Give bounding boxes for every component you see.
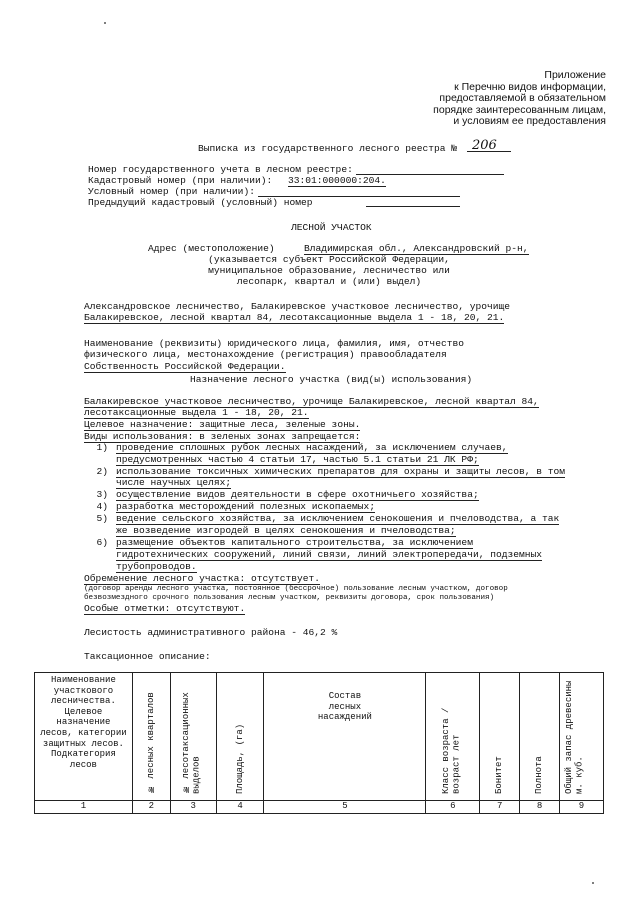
use-number: 3) xyxy=(96,489,108,500)
col-header-density xyxy=(520,673,560,801)
extract-number-underline xyxy=(467,151,511,152)
reg-field-label: Предыдущий кадастровый (условный) номер xyxy=(88,197,313,208)
purpose-location-line: лесотаксационные выдела 1 - 18, 20, 21. xyxy=(84,407,309,418)
col-number: 7 xyxy=(480,801,520,814)
table-number-row xyxy=(35,801,604,814)
document-title: Выписка из государственного лесного реестра № xyxy=(198,143,458,154)
use-line: предусмотренных частью 4 статьи 17, частью 5.1 статьи 21 ЛК РФ; xyxy=(116,454,479,465)
use-number: 2) xyxy=(96,466,108,477)
reg-field-label: Кадастровый номер (при наличии): xyxy=(88,175,273,186)
col-number: 5 xyxy=(264,801,426,814)
appendix-block xyxy=(433,70,606,128)
col-header-age xyxy=(426,673,480,801)
use-number: 1) xyxy=(96,442,108,453)
col-header-stock-text: Общий запас древесины м. куб. xyxy=(564,680,586,794)
encumbrance-note: безвозмездного срочного пользования лесным участком, реквизиты договора, срок пользования) xyxy=(84,594,495,602)
use-line: разработка месторождений полезных ископаемых; xyxy=(116,501,376,512)
extract-number: 206 xyxy=(472,138,497,153)
col-number: 9 xyxy=(559,801,603,814)
address-label: Адрес (местоположение) xyxy=(148,243,275,254)
use-line: числе научных целях; xyxy=(116,477,232,488)
appendix-line: Приложение xyxy=(544,69,606,81)
appendix-line: и условиям ее предоставления xyxy=(453,115,606,127)
address-hint-line: (указывается субъект Российской Федерации, xyxy=(208,254,450,265)
table-header-row xyxy=(35,673,604,801)
location-line-1 xyxy=(84,301,604,312)
taxation-title: Таксационное описание: xyxy=(84,651,211,662)
appendix-line: порядке заинтересованным лицам, xyxy=(433,103,606,116)
reg-field-label: Номер государственного учета в лесном реестре: xyxy=(88,164,353,175)
use-line: использование токсичных химических препаратов для охраны и защиты лесов, в том xyxy=(116,466,566,477)
taxation-table xyxy=(34,672,604,814)
use-line: осуществление видов деятельности в сфере охотничьего хозяйства; xyxy=(116,489,479,500)
special-notes: Особые отметки: отсутствуют. xyxy=(84,603,246,614)
location-text: Александровское лесничество, Балакиревское участковое лесничество, урочище xyxy=(84,301,511,312)
designation: Целевое назначение: защитные леса, зеленые зоны. xyxy=(84,419,361,430)
use-line: размещение объектов капитального строительства, за исключением xyxy=(116,537,473,548)
cadastral-number: 33:01:000000:204. xyxy=(288,175,386,186)
col-header-composition: Состав лесных насаждений xyxy=(264,673,426,801)
appendix-line: к Перечню видов информации, xyxy=(454,80,606,93)
reg-field-label: Условный номер (при наличии): xyxy=(88,186,255,197)
holder-label-line: Наименование (реквизиты) юридического лица, фамилия, имя, отчество xyxy=(84,338,464,349)
use-line: проведение сплошных рубок лесных насаждений, за исключением случаев, xyxy=(116,442,508,453)
address-hint-line: лесопарк, квартал и (или) выдел) xyxy=(236,276,422,287)
col-header-age-text: Класс возраста /возраст лет xyxy=(440,707,462,794)
col-header-kvartal xyxy=(132,673,170,801)
col-header-forestry: Наименование участкового лесничества. Целевое назначение лесов, категории защитных лесов. Подкатегория лесов xyxy=(35,673,133,801)
location-line-2: Балакиревское, лесной квартал 84, лесотаксационные выдела 1 - 18, 20, 21. xyxy=(84,312,505,323)
encumbrance: Обременение лесного участка: отсутствует. xyxy=(84,573,321,584)
holder-value: Собственность Российской Федерации. xyxy=(84,361,286,372)
use-number: 6) xyxy=(96,537,108,548)
col-header-vydel xyxy=(170,673,216,801)
purpose-title: Назначение лесного участка (вид(ы) использования) xyxy=(190,374,473,385)
use-line: трубопроводов. xyxy=(116,561,197,572)
reg-field-line xyxy=(366,206,460,207)
col-number: 8 xyxy=(520,801,560,814)
col-header-vydel-text: № лесотаксационных выделов xyxy=(181,692,202,794)
use-number: 4) xyxy=(96,501,108,512)
forest-cover: Лесистость административного района - 46,2 % xyxy=(84,627,338,638)
col-header-kvartal-text: № лесных кварталов xyxy=(146,692,156,794)
holder-label-line: физического лица, местонахождение (регистрация) правообладателя xyxy=(84,349,447,360)
col-number: 4 xyxy=(216,801,264,814)
use-number: 5) xyxy=(96,513,108,524)
use-line: ведение сельского хозяйства, за исключением сенокошения и пчеловодства, а так xyxy=(116,513,560,524)
col-header-bonitet xyxy=(480,673,520,801)
uses-header: Виды использования: в зеленых зонах запрещается: xyxy=(84,431,361,442)
purpose-location-line: Балакиревское участковое лесничество, урочище Балакиревское, лесной квартал 84, xyxy=(84,396,539,407)
scan-speck xyxy=(592,882,594,884)
use-line: гидротехнических сооружений, линий связи, линий электропередачи, подземных xyxy=(116,549,543,560)
col-header-area-text: Площадь, (га) xyxy=(234,723,245,794)
col-number: 2 xyxy=(132,801,170,814)
address-value: Владимирская обл., Александровский р-н, xyxy=(304,243,529,254)
col-header-stock xyxy=(559,673,603,801)
col-header-area xyxy=(216,673,264,801)
section-title: ЛЕСНОЙ УЧАСТОК xyxy=(291,222,372,233)
scan-speck xyxy=(104,22,106,24)
col-header-bonitet-text: Бонитет xyxy=(494,756,505,794)
encumbrance-note: (договор аренды лесного участка, постоянное (бессрочное) пользование лесным участком, договор xyxy=(84,585,508,593)
col-header-density-text: Полнота xyxy=(534,756,545,794)
col-number: 3 xyxy=(170,801,216,814)
appendix-line: предоставляемой в обязательном xyxy=(439,92,606,104)
address-hint-line: муниципальное образование, лесничество или xyxy=(208,265,450,276)
col-number: 1 xyxy=(35,801,133,814)
address-hint xyxy=(200,254,458,287)
col-number: 6 xyxy=(426,801,480,814)
use-line: же возведение изгородей в целях сенокошения и пчеловодства; xyxy=(116,525,456,536)
